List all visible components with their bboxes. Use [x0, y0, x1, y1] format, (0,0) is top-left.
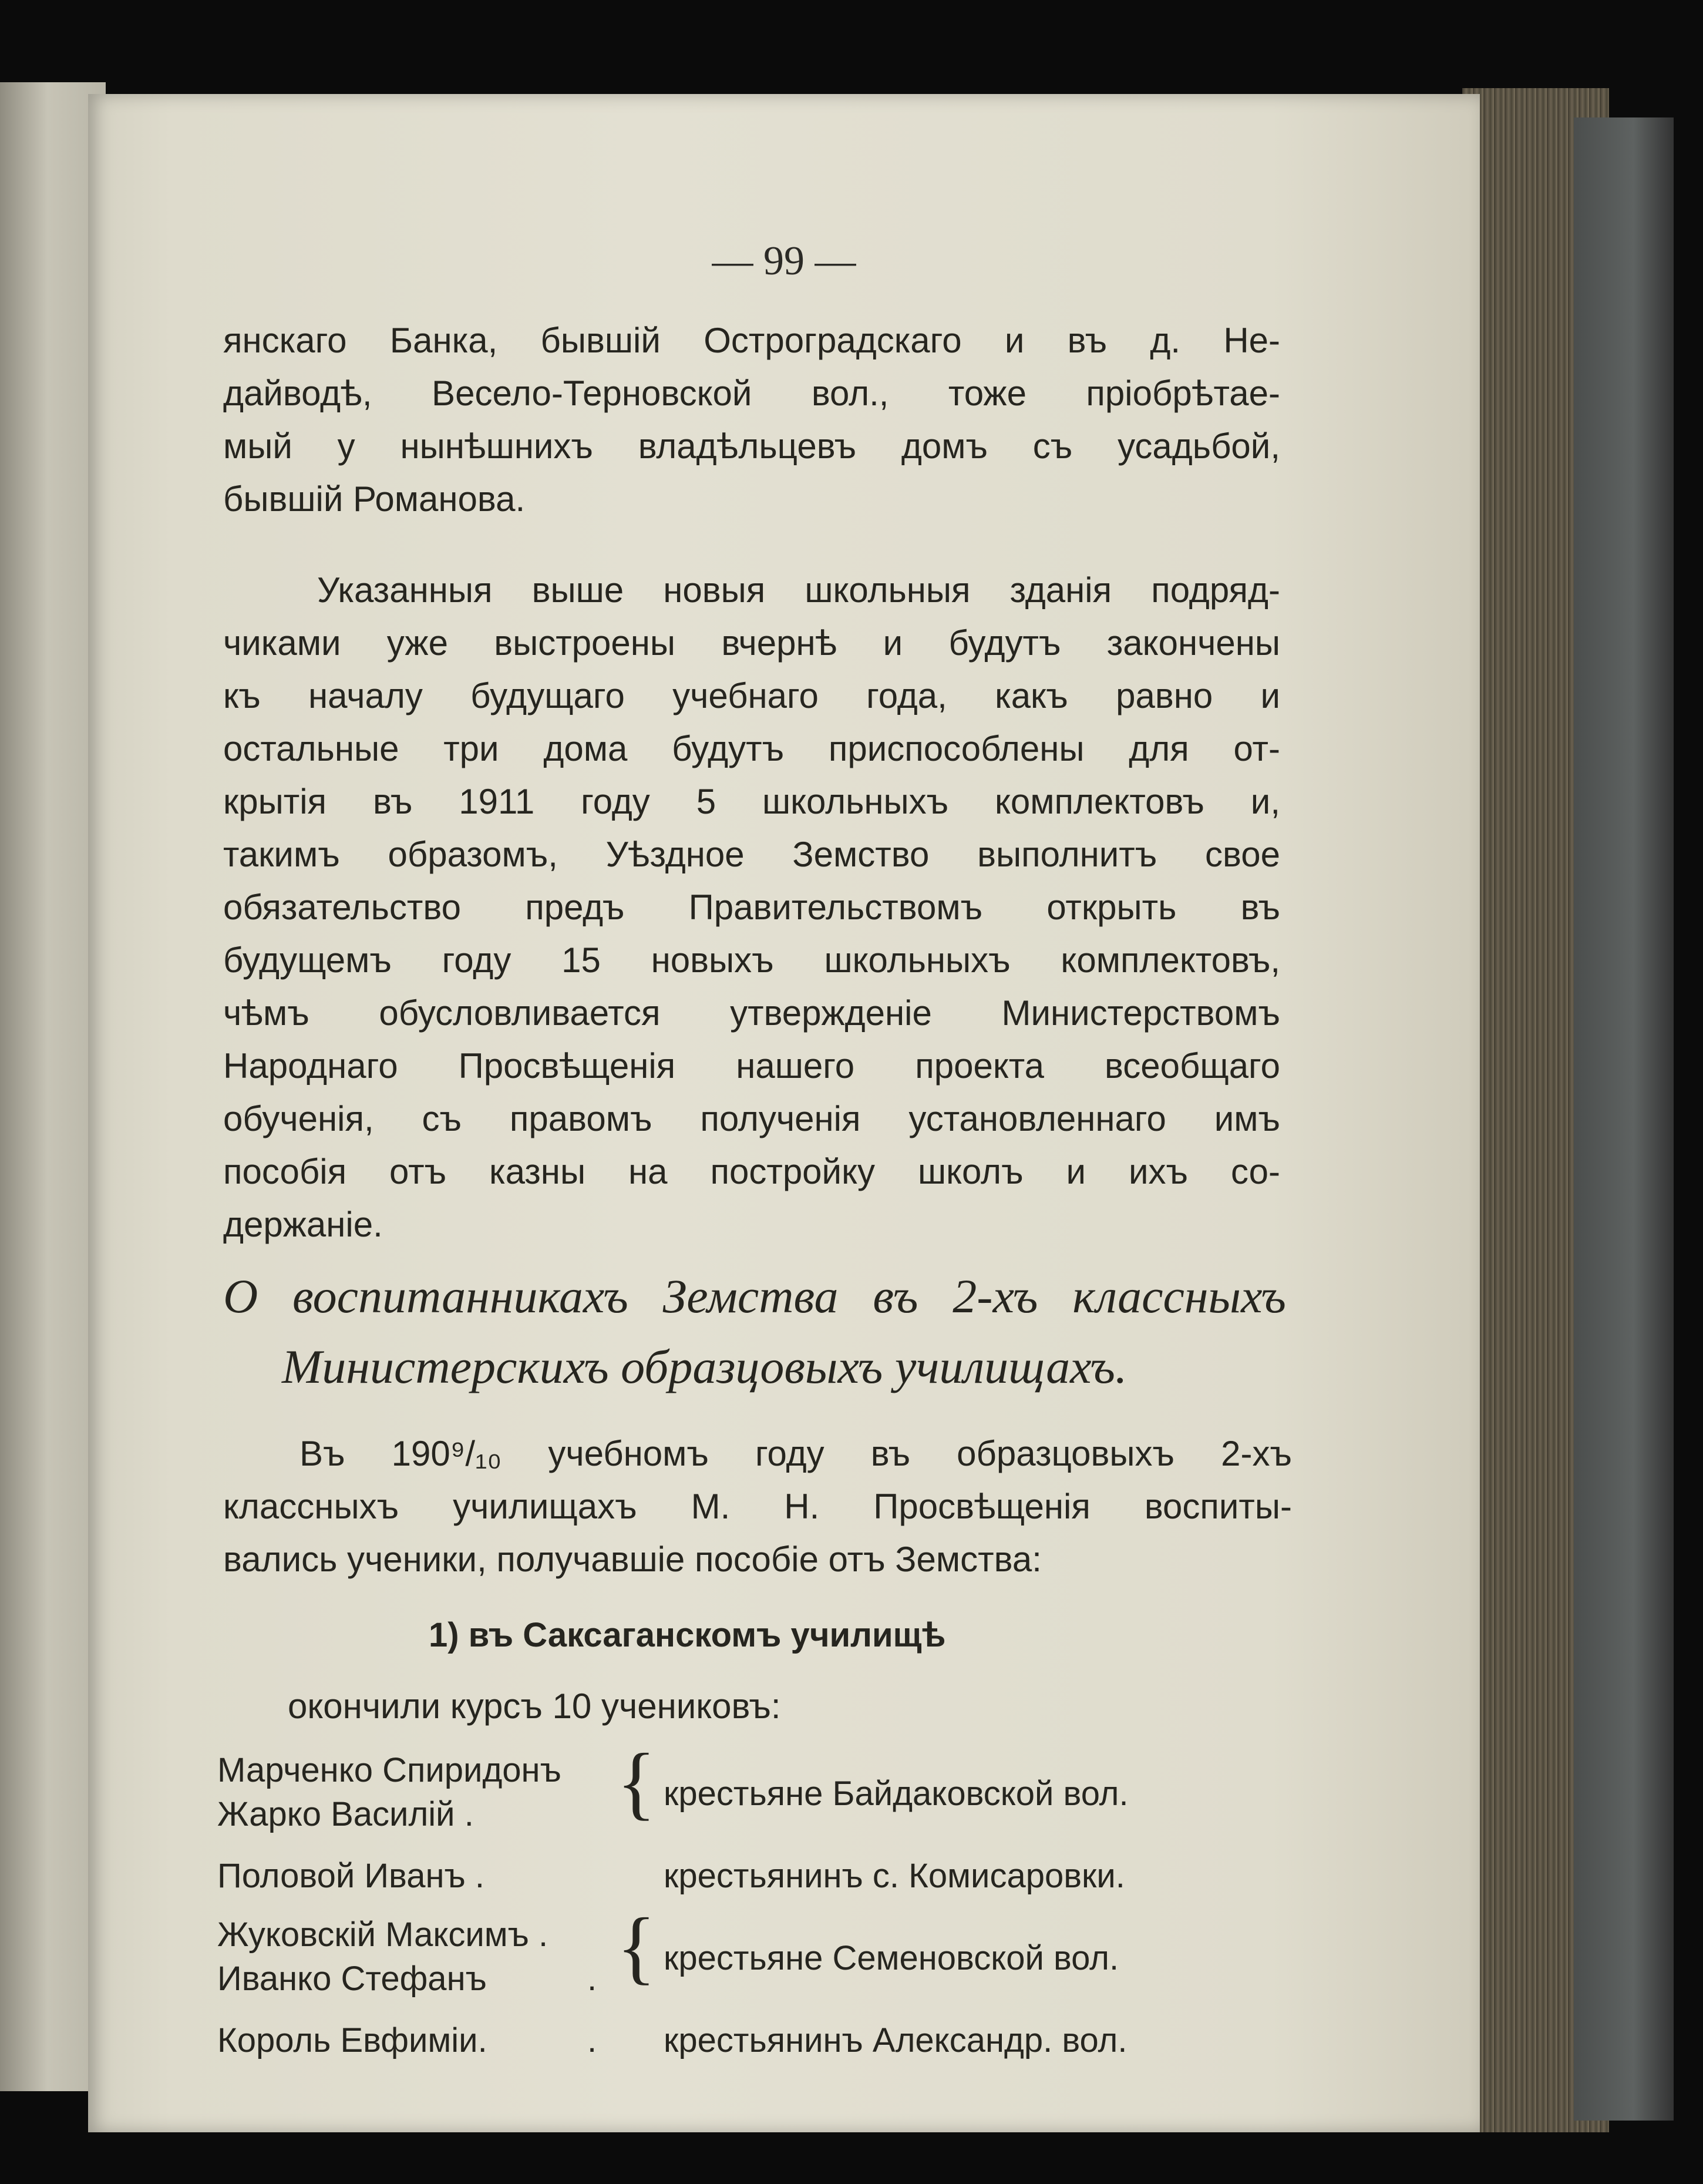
- group-place: крестьяне Семеновской вол.: [664, 1939, 1119, 1977]
- student-name: Марченко Спиридонъ: [217, 1751, 561, 1789]
- p1-line-4: бывшій Романова.: [223, 479, 526, 519]
- p2-line-13: держаніе.: [223, 1205, 383, 1244]
- p2-line-2: чиками уже выстроены вчернѣ и будутъ закончены: [223, 623, 1280, 663]
- p2-line-1: Указанныя выше новыя школьныя зданія подряд-: [317, 570, 1280, 610]
- p2-line-3: къ началу будущаго учебнаго года, какъ равно и: [223, 676, 1280, 715]
- p1-line-2: дайводѣ, Весело-Терновской вол., тоже пріобрѣтае-: [223, 374, 1280, 413]
- leader-dot: .: [587, 1960, 597, 1998]
- book-page: [88, 94, 1480, 2132]
- student-name: Половой Иванъ .: [217, 1857, 484, 1895]
- book-cover-board: [1574, 117, 1674, 2121]
- p2-line-6: такимъ образомъ, Уѣздное Земство выполнитъ свое: [223, 835, 1280, 874]
- p1-line-1: янскаго Банка, бывшій Остроградскаго и въ д. Не-: [223, 321, 1280, 360]
- student-place: крестьянинъ с. Комисаровки.: [664, 1857, 1125, 1895]
- student-name: Жуковскій Максимъ .: [217, 1916, 548, 1954]
- p3-line-3: вались ученики, получавшіе пособіе отъ Земства:: [223, 1540, 1042, 1579]
- brace-glyph: {: [617, 1737, 657, 1828]
- p1-line-3: мый у нынѣшнихъ владѣльцевъ домъ съ усадьбой,: [223, 426, 1280, 466]
- p2-line-9: чѣмъ обусловливается утвержденіе Министерствомъ: [223, 993, 1280, 1033]
- p2-line-8: будущемъ году 15 новыхъ школьныхъ комплектовъ,: [223, 940, 1280, 980]
- student-name: Король Евфиміи.: [217, 2021, 487, 2059]
- p3-line-2: классныхъ училищахъ М. Н. Просвѣщенія воспиты-: [223, 1487, 1292, 1526]
- group-place: крестьяне Байдаковской вол.: [664, 1775, 1129, 1813]
- school-subheading: 1) въ Саксаганскомъ училищѣ: [429, 1616, 946, 1654]
- p2-line-4: остальные три дома будутъ приспособлены для от-: [223, 729, 1280, 768]
- p2-line-10: Народнаго Просвѣщенія нашего проекта всеобщаго: [223, 1046, 1280, 1086]
- graduates-caption: окончили курсъ 10 учениковъ:: [288, 1686, 781, 1726]
- leader-dot: .: [587, 2021, 597, 2059]
- student-place: крестьянинъ Александр. вол.: [664, 2021, 1128, 2059]
- section-heading-line-2: Министерскихъ образцовыхъ училищахъ.: [282, 1340, 1128, 1393]
- section-heading-line-1: О воспитанникахъ Земства въ 2-хъ классныхъ: [223, 1269, 1286, 1323]
- p2-line-12: пособія отъ казны на постройку школъ и ихъ со-: [223, 1152, 1280, 1191]
- student-name: Иванко Стефанъ: [217, 1960, 487, 1998]
- p2-line-5: крытія въ 1911 году 5 школьныхъ комплектовъ и,: [223, 782, 1280, 821]
- p3-line-1: Въ 190⁹/₁₀ учебномъ году въ образцовыхъ 2-хъ: [299, 1434, 1292, 1473]
- p2-line-7: обязательство предъ Правительствомъ открыть въ: [223, 888, 1280, 927]
- brace-glyph: {: [617, 1901, 657, 1993]
- student-name: Жарко Василій .: [217, 1795, 474, 1833]
- page-number: — 99 —: [712, 238, 856, 284]
- p2-line-11: обученія, съ правомъ полученія установленнаго имъ: [223, 1099, 1280, 1138]
